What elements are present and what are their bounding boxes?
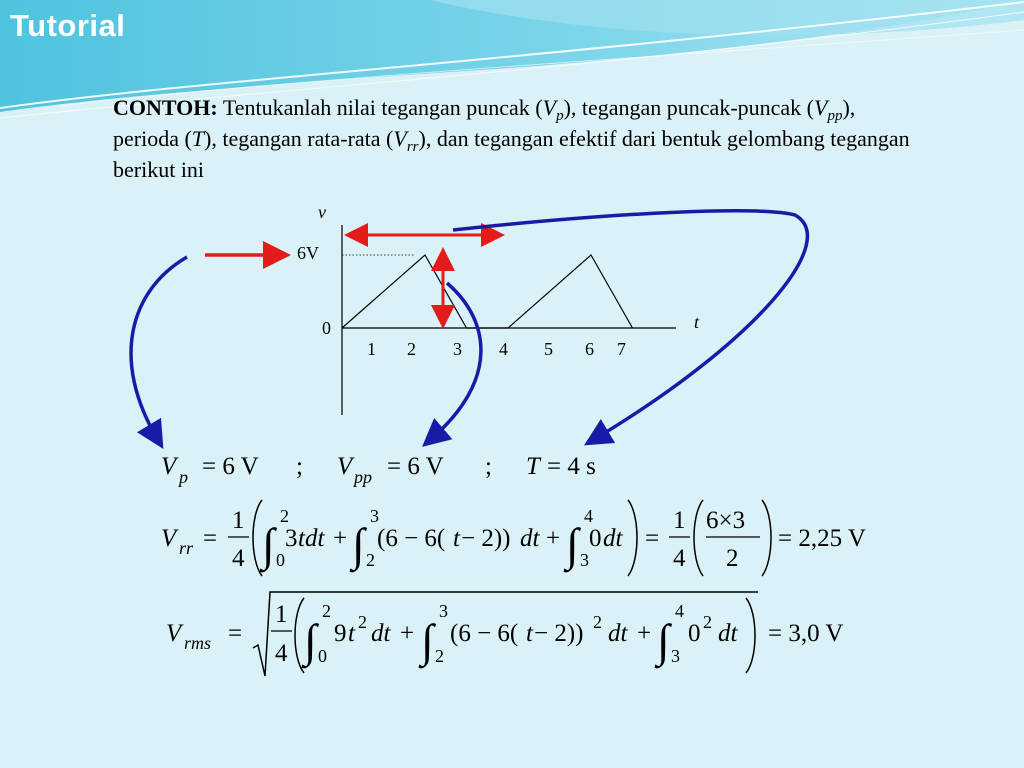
eq2-t: t <box>453 525 460 552</box>
eq3-den: 4 <box>275 640 288 667</box>
intro-v1: V <box>542 95 557 120</box>
eq2-sub-rr: rr <box>179 538 194 558</box>
eq3-int1-up: 2 <box>322 601 331 621</box>
equation-line-3 <box>166 592 843 676</box>
eq3-int1-lo: 0 <box>318 646 327 666</box>
eq2-plus1: + <box>333 525 348 552</box>
eq1-sub-pp: pp <box>354 467 372 487</box>
eq2-int1-lo: 0 <box>276 550 285 570</box>
intro-sub-pp: pp <box>827 108 843 124</box>
eq3-dt3: dt <box>718 620 738 647</box>
eq2-close-paren <box>628 500 637 576</box>
eq3-int3-lo: 3 <box>671 646 680 666</box>
eq3-plus2: + <box>637 620 652 647</box>
eq2-body2a: (6 − 6( <box>377 525 446 552</box>
eq2-num2: 1 <box>673 507 686 534</box>
eq3-int2: ∫ <box>421 615 434 666</box>
eq2-equals: = <box>203 525 218 552</box>
eq2-plus2: + <box>546 525 561 552</box>
eq3-zero: 0 <box>688 620 701 647</box>
eq2-num: 1 <box>232 507 245 534</box>
eq2-int3: ∫ <box>566 519 579 570</box>
eq1-t: T <box>526 453 540 480</box>
eq3-dt: dt <box>371 620 391 647</box>
vp-curved-arrow <box>131 257 187 440</box>
y-axis-label: v <box>318 202 326 222</box>
eq2-int1-up: 2 <box>280 506 289 526</box>
zero-label: 0 <box>322 318 331 338</box>
eq2-close-paren2 <box>762 500 771 576</box>
eq3-int2-lo: 2 <box>435 646 444 666</box>
intro-v3: V <box>393 126 407 151</box>
eq3-t: t <box>348 620 355 647</box>
eq3-int1: ∫ <box>304 615 317 666</box>
eq2-body2b: − 2)) <box>461 525 511 552</box>
eq3-sq: 2 <box>358 612 367 632</box>
equation-line-1 <box>161 453 596 487</box>
equation-line-2 <box>161 500 866 576</box>
x-tick-labels <box>367 339 626 359</box>
eq2-open-paren2 <box>694 500 703 576</box>
eq3-t2: t <box>526 620 533 647</box>
eq2-equals2: = <box>645 525 660 552</box>
triangle-waveform <box>342 255 633 328</box>
eq3-sub-rms: rms <box>184 633 212 653</box>
eq1-semicolon1: ; <box>296 453 303 480</box>
x-axis-label: t <box>694 312 700 332</box>
eq2-den2: 4 <box>673 545 686 572</box>
eq3-close-paren <box>746 598 755 673</box>
intro-text-2: ), tegangan puncak-puncak ( <box>563 95 815 120</box>
eq3-nine: 9 <box>334 620 347 647</box>
eq3-int3: ∫ <box>657 615 670 666</box>
eq2-dt: dt <box>520 525 540 552</box>
x-tick-label: 7 <box>617 339 626 359</box>
eq1-value1: = 6 V <box>202 453 259 480</box>
eq2-int2-up: 3 <box>370 506 379 526</box>
eq2-v: V <box>161 525 177 552</box>
intro-text-3: ), perioda ( <box>113 95 856 151</box>
intro-t: T <box>191 126 205 151</box>
eq2-den: 4 <box>232 545 245 572</box>
eq3-dt2: dt <box>608 620 628 647</box>
intro-text-5: ), dan tegangan efektif dari bentuk gelombang tegangan berikut ini <box>113 126 910 182</box>
eq2-frac-den: 2 <box>726 545 739 572</box>
eq1-v2: V <box>337 453 353 480</box>
eq3-sq3: 2 <box>703 612 712 632</box>
eq1-v: V <box>161 453 177 480</box>
period-curved-arrow <box>453 211 807 440</box>
eq3-body2b: − 2)) <box>534 620 584 647</box>
eq2-int3-up: 4 <box>584 506 593 526</box>
eq3-equals: = <box>228 620 243 647</box>
eq3-v: V <box>166 620 182 647</box>
eq2-tdt: tdt <box>298 525 325 552</box>
intro-sub-rr: rr <box>406 139 419 155</box>
eq2-open-paren <box>253 500 262 576</box>
x-tick-label: 5 <box>544 339 553 359</box>
intro-text-4: ), tegangan rata-rata ( <box>204 126 394 151</box>
eq2-int3-lo: 3 <box>580 550 589 570</box>
intro-text-1: Tentukanlah nilai tegangan puncak ( <box>217 95 543 120</box>
eq1-sub-p: p <box>179 467 188 487</box>
eq2-int2: ∫ <box>352 519 365 570</box>
eq1-semicolon2: ; <box>485 453 492 480</box>
eq3-int3-up: 4 <box>675 601 684 621</box>
eq3-sq2: 2 <box>593 612 602 632</box>
x-tick-label: 1 <box>367 339 376 359</box>
eq3-open-paren <box>295 598 304 673</box>
eq3-body2a: (6 − 6( <box>450 620 519 647</box>
eq2-body1: 3 <box>285 525 298 552</box>
eq2-result: = 2,25 V <box>778 525 866 552</box>
example-label: CONTOH: <box>113 95 218 120</box>
eq2-int2-lo: 2 <box>366 550 375 570</box>
eq2-body3: 0 <box>589 525 602 552</box>
intro-v2: V <box>814 95 828 120</box>
peak-label: 6V <box>297 243 319 263</box>
x-tick-label: 6 <box>585 339 594 359</box>
vpp-curved-arrow <box>430 283 481 440</box>
x-tick-label: 3 <box>453 339 462 359</box>
eq3-num: 1 <box>275 601 288 628</box>
eq1-value2: = 6 V <box>387 453 444 480</box>
eq3-int2-up: 3 <box>439 601 448 621</box>
x-tick-label: 4 <box>499 339 508 359</box>
x-tick-label: 2 <box>407 339 416 359</box>
eq2-dt3: dt <box>603 525 623 552</box>
slide-title: Tutorial <box>10 8 126 43</box>
eq3-plus1: + <box>400 620 415 647</box>
eq1-value3: = 4 s <box>547 453 596 480</box>
eq2-int1: ∫ <box>262 519 275 570</box>
eq2-frac-num: 6×3 <box>706 507 746 534</box>
eq3-result: = 3,0 V <box>768 620 844 647</box>
intro-sub-p: p <box>556 108 564 124</box>
